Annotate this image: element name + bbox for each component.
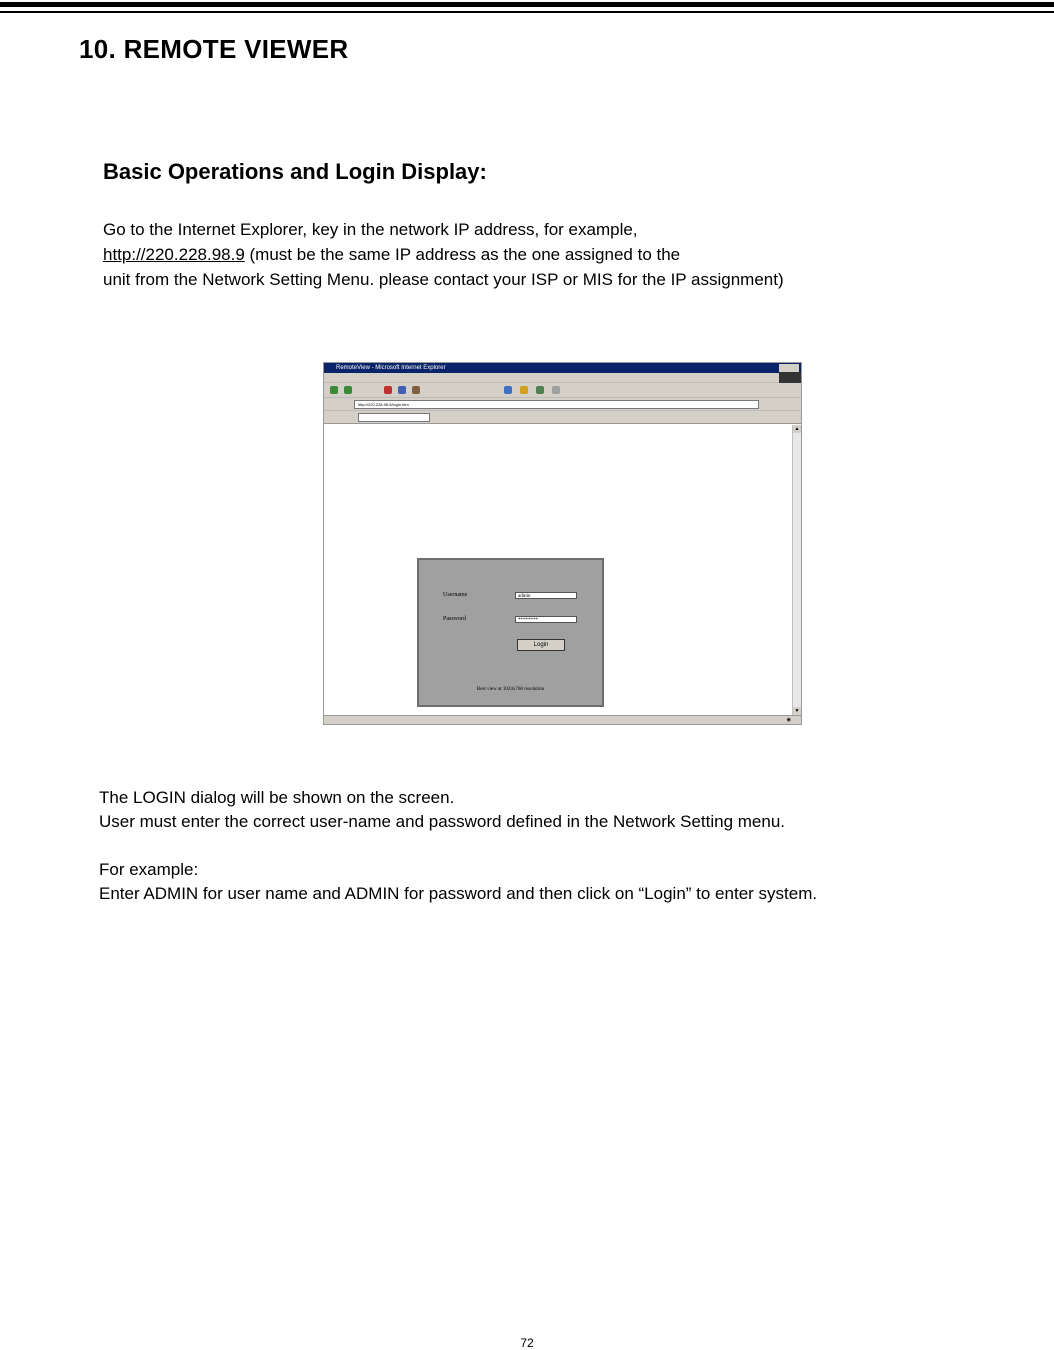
address-input[interactable]: http://220.228.98.9/login.htm	[354, 400, 759, 409]
browser-toolbar	[324, 383, 801, 398]
favorites-icon	[520, 386, 528, 394]
intro-line-1: Go to the Internet Explorer, key in the network IP address, for example,	[103, 220, 638, 239]
intro-line-3: unit from the Network Setting Menu. please contact your ISP or MIS for the IP assignment)	[103, 270, 784, 289]
login-button[interactable]: Login	[517, 639, 565, 651]
login-dialog	[417, 558, 604, 707]
example-url-link[interactable]: http://220.228.98.9	[103, 245, 245, 264]
resolution-note: Best view at 1024x768 resolution	[476, 687, 545, 692]
scroll-up-icon[interactable]: ▲	[794, 426, 800, 432]
instruction-line-4: Enter ADMIN for user name and ADMIN for password and then click on “Login” to enter system.	[99, 884, 818, 903]
username-input[interactable]: admin	[515, 592, 577, 599]
section-title: 10. REMOTE VIEWER	[79, 34, 349, 64]
refresh-icon	[398, 386, 406, 394]
intro-paragraph	[103, 217, 784, 292]
vertical-scrollbar[interactable]	[792, 425, 801, 715]
back-icon	[330, 386, 338, 394]
history-icon	[536, 386, 544, 394]
links-bar	[324, 411, 801, 424]
browser-page	[324, 425, 794, 715]
mail-icon	[552, 386, 560, 394]
status-bar	[324, 715, 801, 724]
page-number: 72	[520, 1336, 534, 1350]
password-input[interactable]: ********	[515, 616, 577, 623]
browser-window-title: RemoteView - Microsoft Internet Explorer	[336, 365, 446, 371]
stop-icon	[384, 386, 392, 394]
forward-icon	[344, 386, 352, 394]
search-icon	[504, 386, 512, 394]
window-controls	[779, 364, 799, 372]
header-rule-thin	[0, 11, 1054, 13]
browser-menu-bar	[324, 373, 801, 383]
instruction-line-3: For example:	[99, 860, 199, 879]
links-dropdown[interactable]	[358, 413, 430, 422]
username-label: Username	[443, 592, 468, 598]
instructions	[99, 786, 817, 906]
intro-line-2-rest: (must be the same IP address as the one assigned to the	[244, 245, 681, 264]
instruction-line-1: The LOGIN dialog will be shown on the screen.	[99, 788, 455, 807]
internet-zone-icon: ◉	[786, 717, 791, 723]
subheading: Basic Operations and Login Display:	[103, 159, 487, 184]
header-rule-thick	[0, 2, 1054, 7]
intro-line-2	[103, 242, 784, 267]
address-bar	[324, 398, 801, 411]
browser-screenshot	[323, 362, 802, 725]
instruction-line-2: User must enter the correct user-name and password defined in the Network Setting menu.	[99, 812, 786, 831]
scroll-down-icon[interactable]: ▼	[794, 708, 800, 714]
home-icon	[412, 386, 420, 394]
password-label: Password	[443, 616, 467, 622]
browser-title-bar	[324, 363, 801, 373]
